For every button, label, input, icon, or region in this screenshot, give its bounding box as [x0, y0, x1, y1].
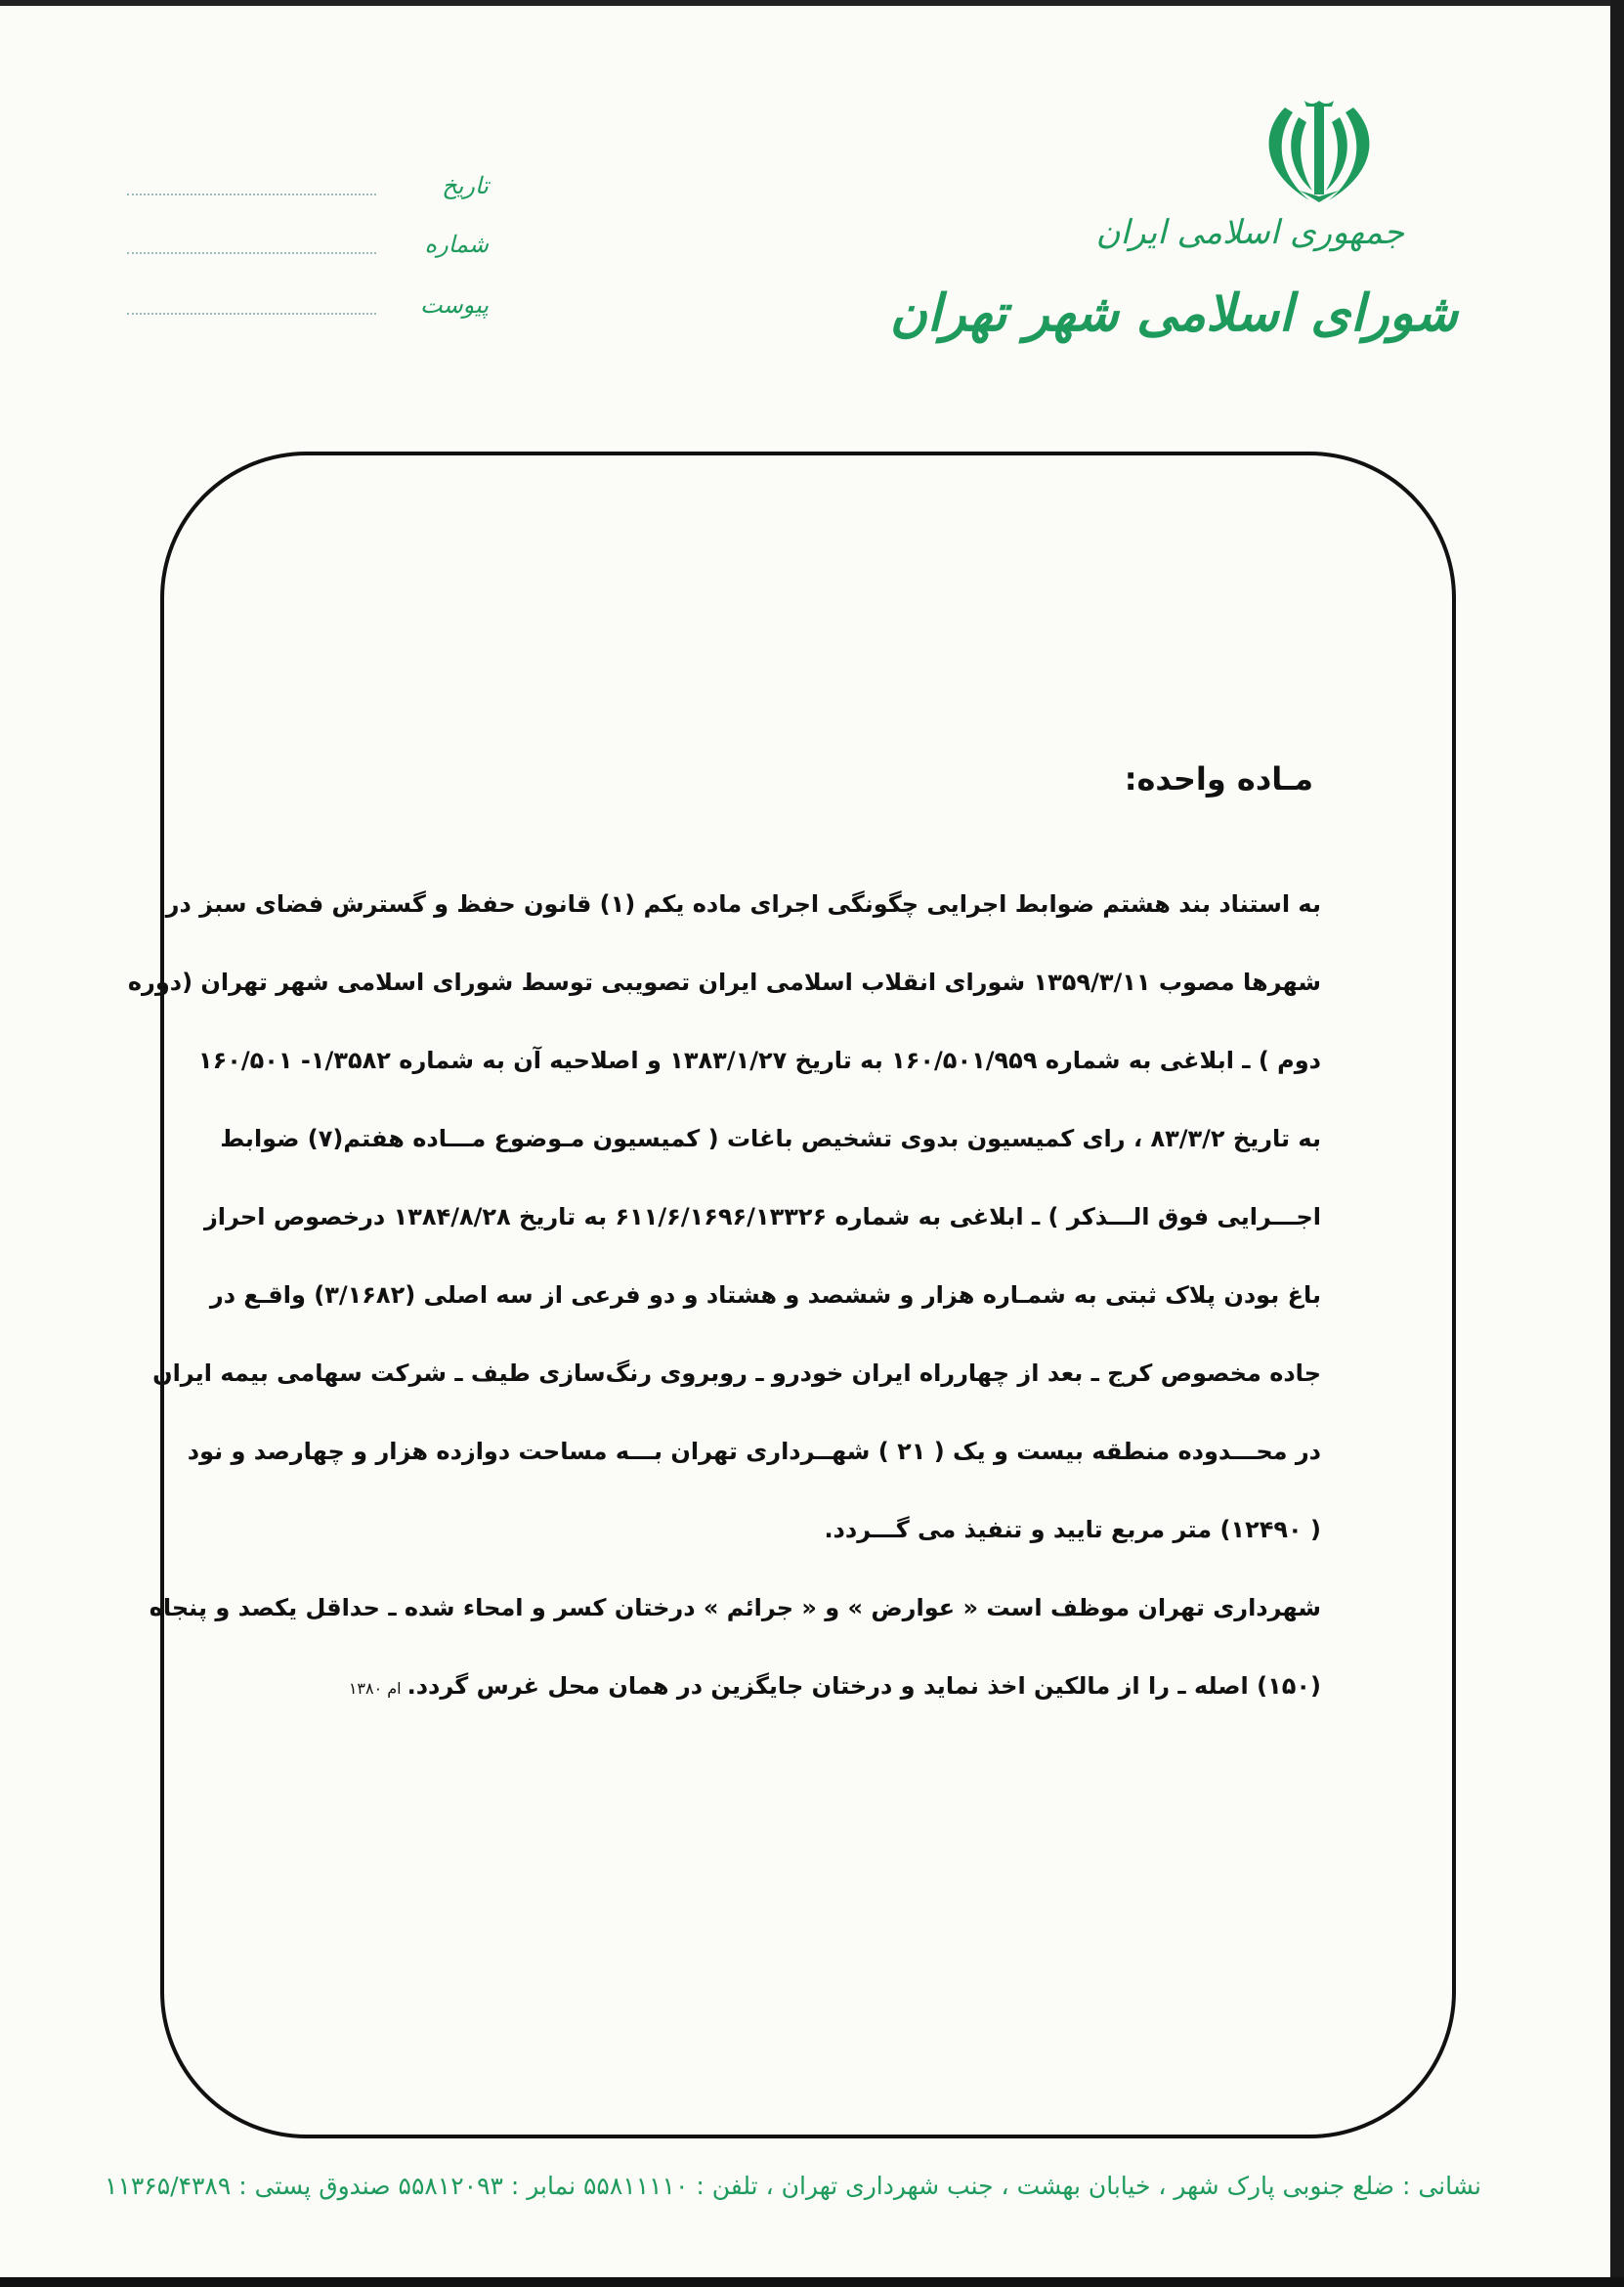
scan-edge-top [0, 0, 1624, 6]
date-dotted-line [127, 194, 376, 195]
body-line: در محـــدوده منطقه بیست و یک ( ۲۱ ) شهــرداری تهران بـــه مساحت دوازده هزار و چهارصد و نود [187, 1438, 1321, 1465]
body-line: جاده مخصوص کرج ـ بعد از چهارراه ایران خودرو ـ روبروی رنگ‌سازی طیف ـ شرکت سهامی بیمه ایران [152, 1359, 1321, 1387]
attachment-field [127, 283, 489, 323]
body-line: ( ۱۲۴۹۰) متر مربع تایید و تنفیذ می گـــردد. [824, 1516, 1321, 1543]
council-name: شورای اسلامی شهر تهران [889, 283, 1458, 343]
footer-address: نشانی : ضلع جنوبی پارک شهر ، خیابان بهشت ، جنب شهرداری تهران ، تلفن : ۵۵۸۱۱۱۱۰ نمابر : ۵۵۸۱۲۰۹۳ صندوق پستی : ۱۱۳۶۵/۴۳۸۹ [105, 2172, 1481, 2200]
body-line: باغ بودن پلاک ثبتی به شمـاره هزار و ششصد و هشتاد و دو فرعی از سه اصلی (۳/۱۶۸۲) واقـع در [209, 1281, 1321, 1309]
number-label: شماره [424, 231, 489, 258]
number-field [127, 223, 489, 262]
body-line: به استناد بند هشتم ضوابط اجرایی چگونگی اجرای ماده یکم (۱) قانون حفظ و گسترش فضای سبز در [165, 890, 1321, 918]
date-field [127, 164, 489, 203]
scan-edge-bottom [0, 2277, 1624, 2287]
body-line: دوم ) ـ ابلاغی به شماره ۱۶۰/۵۰۱/۹۵۹ به تاریخ ۱۳۸۳/۱/۲۷ و اصلاحیه آن به شماره ۱/۳۵۸۲- ۱۶۰/۵۰۱ [197, 1047, 1321, 1074]
scan-edge-right [1610, 0, 1624, 2287]
body-line: شهرداری تهران موظف است « عوارض » و « جرائم » درختان کسر و امحاء شده ـ حداقل یکصد و پنجاه [149, 1594, 1321, 1621]
date-label: تاریخ [442, 172, 489, 199]
attachment-label: پیوست [420, 291, 489, 319]
body-line-final [289, 1661, 1321, 1740]
number-dotted-line [127, 252, 376, 254]
government-name: جمهوری اسلامی ایران [1095, 213, 1404, 252]
annotation-note: ام ۱۳۸۰ [348, 1679, 402, 1698]
document-heading: مـاده واحده: [1124, 760, 1313, 798]
body-line: شهرها مصوب ۱۳۵۹/۳/۱۱ شورای انقلاب اسلامی ایران تصویبی توسط شورای اسلامی شهر تهران (دوره [127, 969, 1321, 996]
body-line: اجـــرایی فوق الـــذکر ) ـ ابلاغی به شماره ۶۱۱/۶/۱۶۹۶/۱۳۳۲۶ به تاریخ ۱۳۸۴/۸/۲۸ درخصوص احراز [203, 1203, 1321, 1230]
document-body [127, 880, 1321, 1740]
iran-emblem-icon [1256, 93, 1383, 210]
body-line: به تاریخ ۸۳/۳/۲ ، رای کمیسیون بدوی تشخیص باغات ( کمیسیون مـوضوع مـــاده هفتم(۷) ضوابط [220, 1125, 1321, 1152]
body-line-text: (۱۵۰) اصله ـ را از مالکین اخذ نماید و درختان جایگزین در همان محل غرس گردد. [406, 1672, 1321, 1700]
attachment-dotted-line [127, 313, 376, 315]
